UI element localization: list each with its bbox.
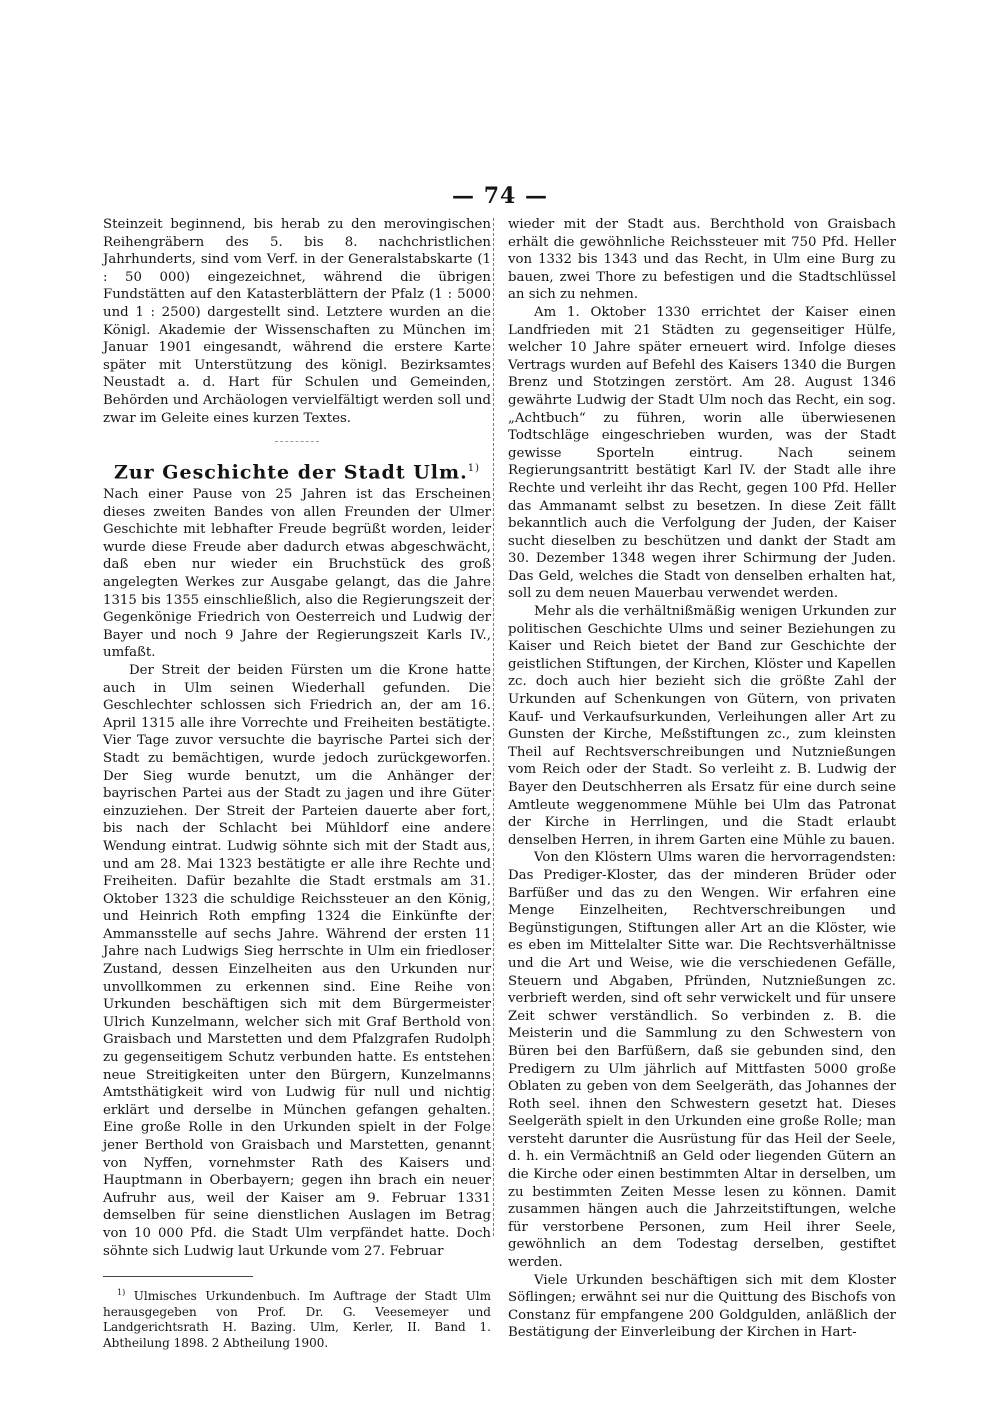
body-paragraph: Viele Urkunden beschäftigen sich mit dem Kloster Söflingen; erwähnt sei nur die Quittung des Bischofs von Constanz für empfangene 200 Goldgulden, anläßlich der Bestätigung der Einverleibung der Kirchen in Hart- <box>508 1272 896 1341</box>
right-column <box>508 216 896 1342</box>
section-title: Zur Geschichte der Stadt Ulm. <box>113 461 468 484</box>
body-paragraph: Am 1. Oktober 1330 errichtet der Kaiser einen Landfrieden mit 21 Städten zu gegenseitiger Hülfe, welcher 10 Jahre später erneuert wird. Infolge dieses Vertrags wurden auf Befehl des Kaisers 1340 die Burgen Brenz und Stotzingen zerstört. Am 28. August 1346 gewährte Ludwig der Stadt Ulm noch das Recht, ein sog. „Achtbuch“ zu führen, worin alle überwiesenen Todtschläge eingeschrieben wurden, was der Stadt gewisse Sporteln eintrug. Nach seinem Regierungsantritt bestätigt Karl IV. der Stadt alle ihre Rechte und verleiht ihr das Recht, gegen 100 Pfd. Heller das Ammanamt selbst zu besetzen. In diese Zeit fällt bekanntlich auch die Verfolgung der Juden, der Kaiser sucht dieselben zu beschützen und dankt der Stadt am 30. Dezember 1348 wegen ihrer Schirmung der Juden. Das Geld, welches die Stadt von denselben erhalten hat, soll zu dem neuen Mauerbau verwendet werden. <box>508 304 896 602</box>
section-footnote-mark: 1) <box>467 463 481 475</box>
page-number: — 74 — <box>452 183 548 209</box>
body-paragraph: wieder mit der Stadt aus. Berchthold von Graisbach erhält die gewöhnliche Reichssteuer mit 750 Pfd. Heller von 1332 bis 1343 und das Recht, in Ulm eine Burg zu bauen, zwei Thore zu befestigen und die Stadtschlüssel an sich zu nehmen. <box>508 217 896 303</box>
section-divider <box>275 441 319 442</box>
footnote-text: Ulmisches Urkundenbuch. Im Auftrage der Stadt Ulm herausgegeben von Prof. Dr. G. Veesemeyer und Landgerichtsrath H. Bazing. Ulm, Kerler, II. Band 1. Abtheilung 1898. 2 Abtheilung 1900. <box>103 1289 491 1350</box>
body-paragraph: Mehr als die verhältnißmäßig wenigen Urkunden zur politischen Geschichte Ulms und seiner Beziehungen zu Kaiser und Reich bietet der Band zur Geschichte der geistlichen Stiftungen, der Kirchen, Klöster und Kapellen zc. doch auch hier bezieht sich die größte Zahl der Urkunden auf Schenkungen von Gütern, von privaten Kauf- und Verkaufsurkunden, Verleihungen aller Art zu Gunsten der Kirche, Meßstiftungen zc., zum kleinsten Theil auf Rechtsverschreibungen und Nutznießungen vom Reich oder der Stadt. So verleiht z. B. Ludwig der Bayer den Deutschherren als Ersatz für eine durch seine Amtleute weggenommene Mühle bei Ulm das Patronat der Kirche in Herrlingen, und die Stadt erlaubt denselben Herren, in ihrem Garten eine Mühle zu bauen. <box>508 604 896 848</box>
column-divider <box>493 218 494 1236</box>
body-paragraph: Der Streit der beiden Fürsten um die Krone hatte auch in Ulm seinen Wiederhall gefunden. Die Geschlechter schlossen sich Friedrich an, der am 16. April 1315 alle ihre Vorrechte und Freiheiten bestätigte. Vier Tage zuvor versuchte die bayrische Partei sich der Stadt zu bemächtigen, wurde jedoch zurückgeworfen. Der Sieg wurde benutzt, um die Anhänger der bayrischen Partei aus der Stadt zu jagen und ihre Güter einzuziehen. Der Streit der Parteien dauerte aber fort, bis nach der Schlacht bei Mühldorf eine andere Wendung eintrat. Ludwig söhnte sich mit der Stadt aus, und am 28. Mai 1323 bestätigte er alle ihre Rechte und Freiheiten. Dafür bezahlte die Stadt erstmals am 31. Oktober 1323 die schuldige Reichssteuer an den König, und Heinrich Roth empfing 1324 die Einkünfte der Ammansstelle auf sechs Jahre. Während der ersten 11 Jahre nach Ludwigs Sieg herrschte in Ulm ein friedloser Zustand, dessen Einzelheiten aus den Urkunden nur unvollkommen zu erkennen sind. Eine Reihe von Urkunden beschäftigen sich mit dem Bürgermeister Ulrich Kunzelmann, welcher sich mit Graf Berthold von Graisbach und Marstetten und dem Pfalzgrafen Rudolph zu gegenseitigem Schutz verbunden hatte. Es entstehen neue Streitigkeiten unter den Bürgern, Kunzelmanns Amtsthätigkeit wird von Ludwig für null und nichtig erklärt und derselbe in München gefangen gehalten. Eine große Rolle in den Urkunden spielt in der Folge jener Berthold von Graisbach und Marstetten, genannt von Nyffen, vornehmster Rath des Kaisers und Hauptmann in Oberbayern; gegen ihn brach ein neuer Aufruhr aus, weil der Kaiser am 9. Februar 1331 demselben für seine dienstlichen Auslagen im Betrag von 10 000 Pfd. die Stadt Ulm verpfändet hatte. Doch söhnte sich Ludwig laut Urkunde vom 27. Februar <box>103 662 491 1259</box>
body-paragraph: Von den Klöstern Ulms waren die hervorragendsten: Das Prediger-Kloster, das der minderen Brüder oder Barfüßer und das zu den Wengen. Wir erfahren eine Menge Einzelheiten, Rechtverschreibungen und Begünstigungen, Stiftungen aller Art an die Klöster, wie es eben im Mittelalter Sitte war. Die Rechtsverhältnisse und die Art und Weise, wie die verschiedenen Gefälle, Steuern und Abgaben, Pfründen, Nutznießungen zc. verbrieft werden, sind oft sehr verwickelt und für unsere Zeit schwer verständlich. So verbinden z. B. die Meisterin und die Sammlung zu den Schwestern von Büren bei den Barfüßern, daß sie gebunden sind, den Predigern zu Ulm jährlich auf Mittfasten 5000 große Oblaten zu geben von dem Seelgeräth, das Johannes der Roth seel. ihnen den Schwestern gesetzt hat. Dieses Seelgeräth spielt in den Urkunden eine große Rolle; man versteht darunter die Ausrüstung für das Heil der Seele, d. h. ein Vermächtniß an Geld oder liegenden Gütern an die Kirche oder einen bestimmten Altar in derselben, um zu bestimmten Zeiten Messe lesen zu können. Damit zusammen hängen auch die Jahrzeitstiftungen, welche für verstorbene Personen, zum Heil ihrer Seele, gewöhnlich an dem Todestag derselben, gestiftet werden. <box>508 850 896 1271</box>
section-heading <box>103 460 491 482</box>
left-column <box>103 216 491 1351</box>
footnote <box>103 1285 491 1351</box>
intro-paragraph: Steinzeit beginnend, bis herab zu den merovingischen Reihengräbern des 5. bis 8. nachchristlichen Jahrhunderts, sind vom Verf. in der Generalstabskarte (1 : 50 000) eingezeichnet, während die übrigen Fundstätten auf den Katasterblättern der Pfalz (1 : 5000 und 1 : 2500) dargestellt sind. Letztere wurden an die Königl. Akademie der Wissenschaften zu München im Januar 1901 eingesandt, während die erstere Karte später mit Unterstützung des königl. Bezirksamtes Neustadt a. d. Hart für Schulen und Gemeinden, Behörden und Archäologen vervielfältigt werden soll und zwar im Geleite eines kurzen Textes. <box>103 217 491 426</box>
body-paragraph: Nach einer Pause von 25 Jahren ist das Erscheinen dieses zweiten Bandes von allen Freunden der Ulmer Geschichte mit lebhafter Freude begrüßt worden, leider wurde diese Freude aber dadurch etwas abgeschwächt, daß eben nur wieder ein Bruchstück des groß angelegten Werkes zur Ausgabe gelangt, das die Jahre 1315 bis 1355 einschließlich, also die Regierungszeit der Gegenkönige Friedrich von Oesterreich und Ludwig der Bayer und noch 9 Jahre der Regierungszeit Karls IV., umfaßt. <box>103 487 491 661</box>
footnote-divider <box>103 1276 253 1277</box>
footnote-mark: 1) <box>117 1288 126 1298</box>
